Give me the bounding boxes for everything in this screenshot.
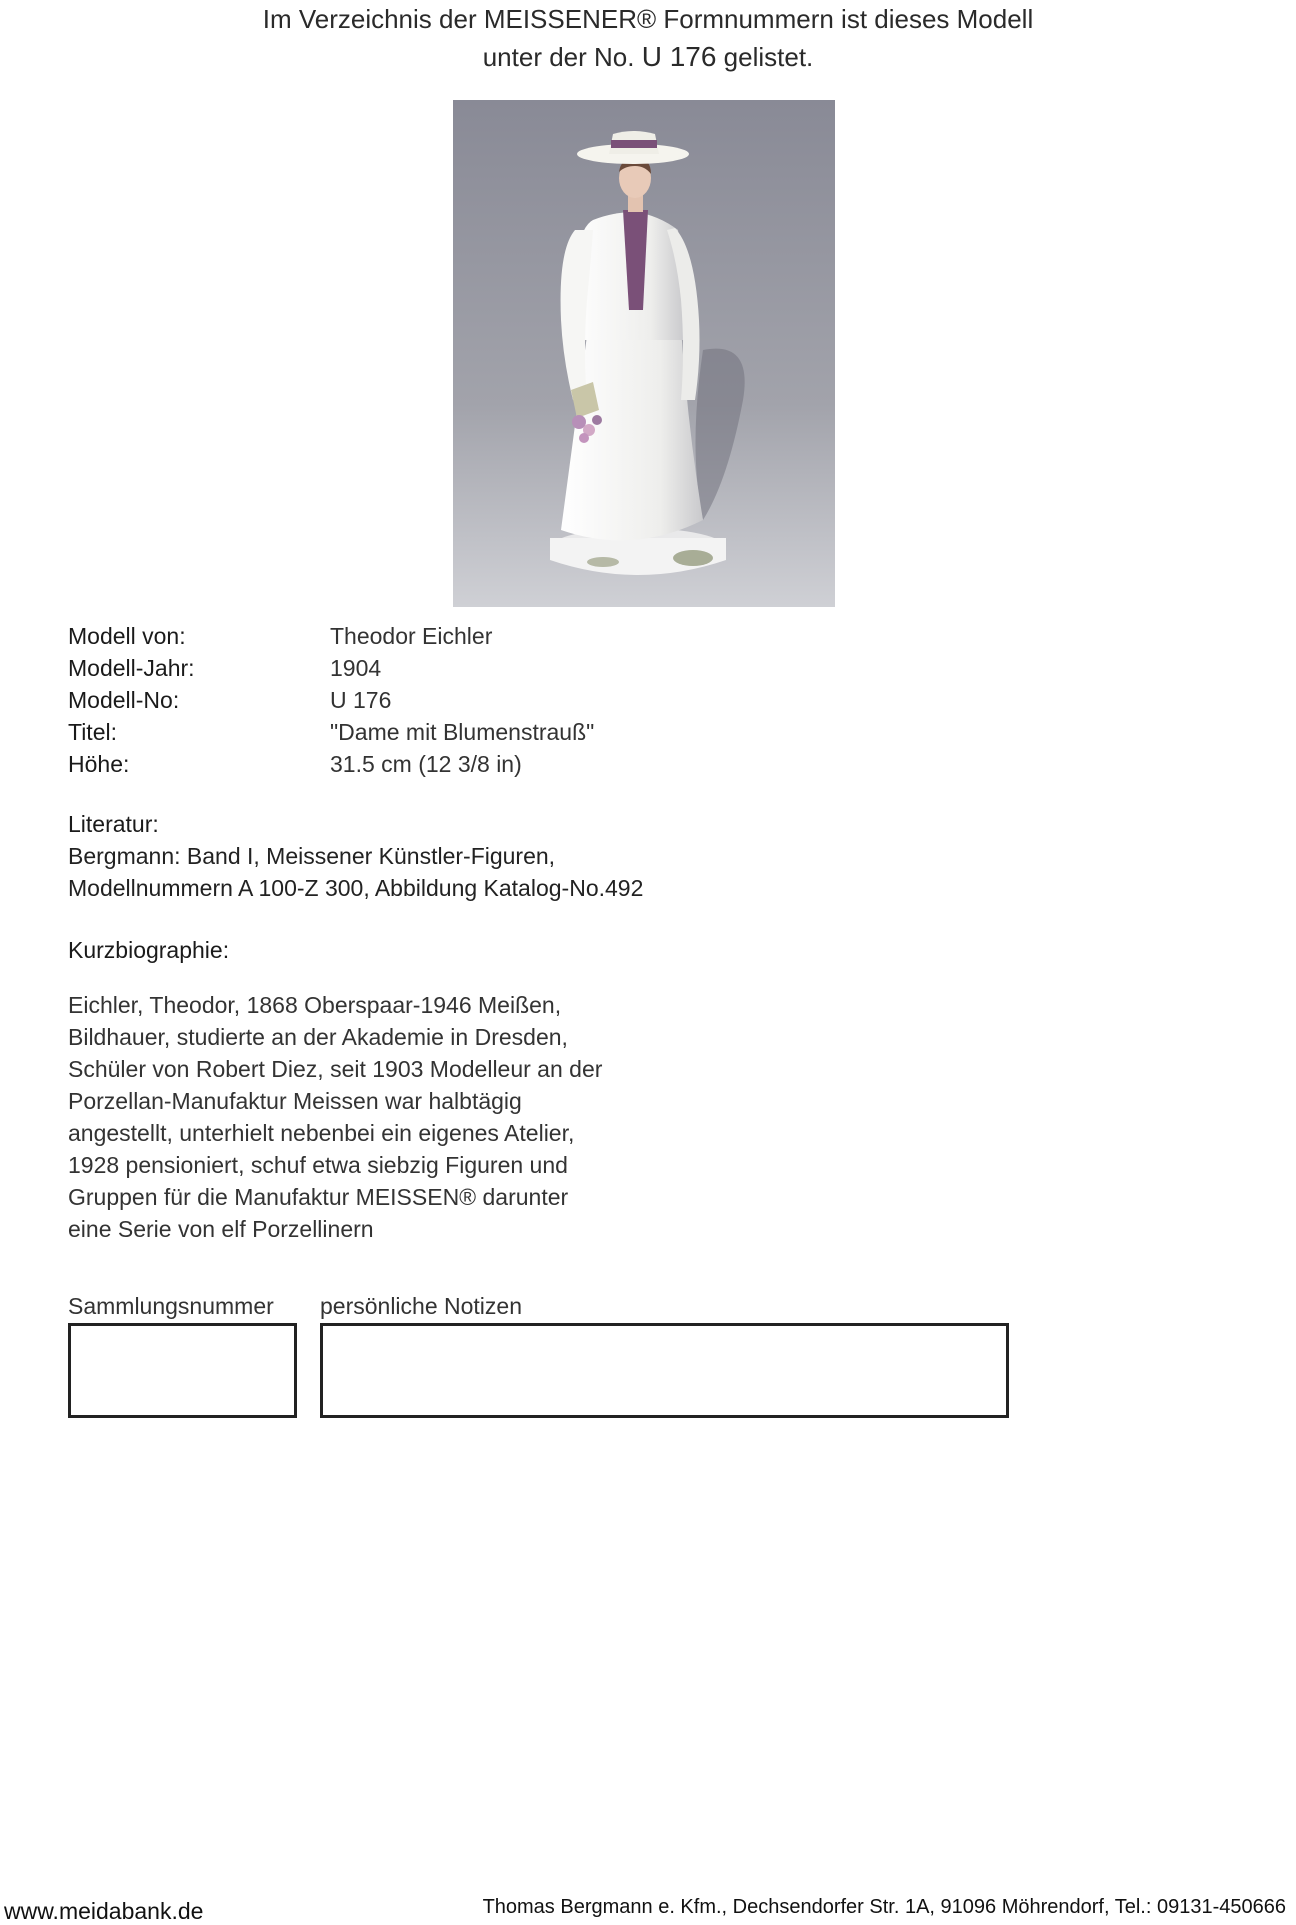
- fact-row-modell-no: [68, 684, 594, 716]
- biography-line: Porzellan-Manufaktur Meissen war halbtägig: [68, 1088, 522, 1114]
- header-suffix: gelistet.: [723, 42, 814, 72]
- biography-line: angestellt, unterhielt nebenbei ein eigenes Atelier,: [68, 1120, 575, 1146]
- literature-line: Bergmann: Band I, Meissener Künstler-Figuren,: [68, 843, 556, 869]
- header-model-number: U 176: [641, 41, 717, 72]
- header-prefix: unter der No.: [482, 42, 635, 72]
- model-facts: [68, 620, 594, 780]
- notes-field[interactable]: [320, 1323, 1009, 1418]
- footer-address: Thomas Bergmann e. Kfm., Dechsendorfer Str. 1A, 91096 Möhrendorf, Tel.: 09131-450666: [482, 1896, 1286, 1918]
- fact-label: Höhe:: [68, 751, 130, 777]
- fact-value: 1904: [330, 655, 382, 681]
- fact-value: Theodor Eichler: [330, 623, 493, 649]
- biography-line: Gruppen für die Manufaktur MEISSEN® darunter: [68, 1184, 569, 1210]
- literature-section: [68, 808, 643, 904]
- fact-row-hoehe: [68, 748, 594, 780]
- collection-number-label: Sammlungsnummer: [68, 1293, 274, 1319]
- fact-value: 31.5 cm (12 3/8 in): [330, 751, 522, 777]
- biography-line: 1928 pensioniert, schuf etwa siebzig Figuren und: [68, 1152, 568, 1178]
- fact-label: Titel:: [68, 719, 117, 745]
- header-line-2: [0, 38, 1296, 76]
- website-link[interactable]: www.meidabank.de: [4, 1898, 204, 1924]
- literature-line: Modellnummern A 100-Z 300, Abbildung Katalog-No.492: [68, 875, 644, 901]
- fact-row-modell-jahr: [68, 652, 594, 684]
- biography-line: eine Serie von elf Porzellinern: [68, 1216, 374, 1242]
- biography-line: Eichler, Theodor, 1868 Oberspaar-1946 Meißen,: [68, 992, 562, 1018]
- biography-text: [68, 989, 668, 1245]
- biography-line: Schüler von Robert Diez, seit 1903 Modelleur an der: [68, 1056, 603, 1082]
- fact-value: U 176: [330, 687, 392, 713]
- collection-number-field[interactable]: [68, 1323, 297, 1418]
- notes-label: persönliche Notizen: [320, 1293, 523, 1319]
- fact-label: Modell-No:: [68, 687, 180, 713]
- fact-label: Modell-Jahr:: [68, 655, 195, 681]
- fact-label: Modell von:: [68, 623, 186, 649]
- header: [0, 0, 1296, 76]
- fact-value: "Dame mit Blumenstrauß": [330, 719, 595, 745]
- fact-row-titel: [68, 716, 594, 748]
- figurine-photo: [453, 100, 835, 607]
- biography-heading: Kurzbiographie:: [68, 937, 230, 963]
- literature-heading: Literatur:: [68, 811, 159, 837]
- fact-row-modell-von: [68, 620, 594, 652]
- biography-line: Bildhauer, studierte an der Akademie in Dresden,: [68, 1024, 568, 1050]
- header-line-1: Im Verzeichnis der MEISSENER® Formnummern ist dieses Modell: [262, 4, 1034, 34]
